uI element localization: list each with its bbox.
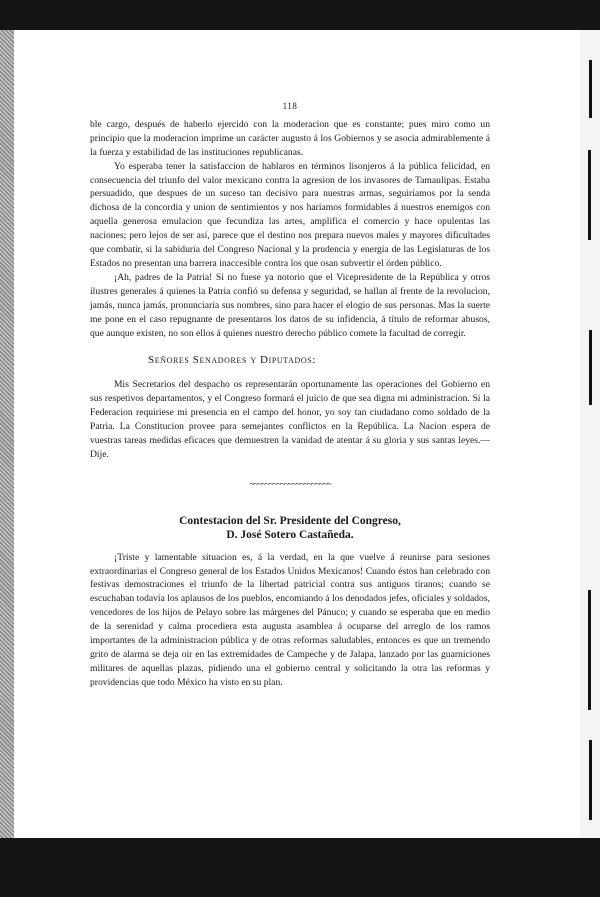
- body-text-third: [90, 551, 490, 690]
- ornament-divider: ~~~~~~~~~~~~~~~~~~~~~: [249, 478, 331, 489]
- body-text-first: [90, 118, 490, 341]
- page-number: 118: [282, 101, 298, 111]
- edge-shadow-mark: [589, 740, 592, 820]
- body-text-second: [90, 378, 490, 461]
- scanner-bottom-border: [0, 838, 600, 897]
- paragraph: Yo esperaba tener la satisfaccion de hablaros en términos lisonjeros á la pública felicidad, en consecuencia del triunfo del valor mexicano contra la agresion de los invasores de Tamaulipas. Estaba persuadido, que despues de un suceso tan decisivo para nuestras armas, seguiríamos por la senda dichosa de la concordia y union de sentimientos y nos haríamos formidables á nuestros enemigos con aquella generosa emulacion que fecundiza las artes, amplifica el comercio y hace opulentas las naciones; pero lejos de ser así, parece que el destino nos prepara nuevos males y mayores dificultades que combatir, si la sabiduría del Congreso Nacional y la prudencia y energía de las Legislaturas de los Estados no presentan una barrera inaccesible contra los que osan subvertir el órden público.: [90, 160, 490, 269]
- page-right-edge: [580, 30, 600, 842]
- edge-shadow-mark: [589, 60, 592, 118]
- paragraph: ble cargo, después de haberlo ejercido con la moderacion que es constante; pues miro como un principio que la moderacion imprime un carácter augusto á los Gobiernos y se asocia admirablemente á la fuerza y estabilidad de las instituciones republicanas.: [90, 118, 490, 158]
- scanner-left-edge: [0, 30, 14, 842]
- paragraph: ¡Ah, padres de la Patria! Si no fuese ya notorio que el Vicepresidente de la República y otros ilustres generales á quienes la Patria confió su defensa y seguridad, se hallan al frente de la revolucion, jamás, nunca jamás, pronunciaría sus nombres, sino para hacer el elogio de sus personas. Mas la suerte me pone en el caso repugnante de presentaros los datos de su infidencia, á título de reformar abusos, que aunque existen, no son ellos á quienes nuestro derecho público comete la facultad de corregir.: [90, 271, 490, 339]
- response-subtitle: D. José Sotero Castañeda.: [226, 529, 354, 542]
- paragraph: ¡Triste y lamentable situacion es, á la verdad, en la que vuelve á reunirse para sesiones extraordinarias el Congreso general de los Estados Unidos Mexicanos! Cuando éstos han celebrado con festivas demostraciones el triunfo de la libertad patricial contra sus antiguos tiranos; cuando se escuchaban todavía los aplausos de los pueblos, encomiando á los denodados jefes, oficiales y soldados, vencedores de los hijos de Pelayo sobre las márgenes del Pánuco; y cuando se esperaba que en medio de la serenidad y calma procediera esta augusta asamblea á ocuparse del arreglo de los ramos importantes de la administracion pública y de otras reformas saludables, entonces es que un tremendo grito de alarma se deja oir en las extremidades de Campeche y de Jalapa, lanzado por las guarniciones militares de aquellas plazas, pidiendo una el gobierno central y solicitando la otra las reformas y providencias que todo México ha visto en su plan.: [90, 551, 490, 688]
- edge-shadow-mark: [588, 150, 591, 240]
- paragraph: Mis Secretarios del despacho os representarán oportunamente las operaciones del Gobierno en sus respetivos departamentos, y el Congreso formará el juicio de que sea digna mi administracion. Si la Federacion requiriese mi presencia en el campo del honor, yo soy tan ciudadano como soldado de la Patria. La Constitucion provee para semejantes conflictos en la República. La Nacion espera de vuestras tareas medidas eficaces que demuestren la vanidad de atentar á su gloria y sus santas leyes.—Dije.: [90, 379, 490, 460]
- edge-shadow-mark: [589, 330, 592, 405]
- section-heading: Señores Senadores y Diputados:: [148, 354, 316, 367]
- edge-shadow-mark: [588, 590, 591, 710]
- response-title: Contestacion del Sr. Presidente del Congreso,: [179, 514, 401, 527]
- page-content: [90, 100, 490, 690]
